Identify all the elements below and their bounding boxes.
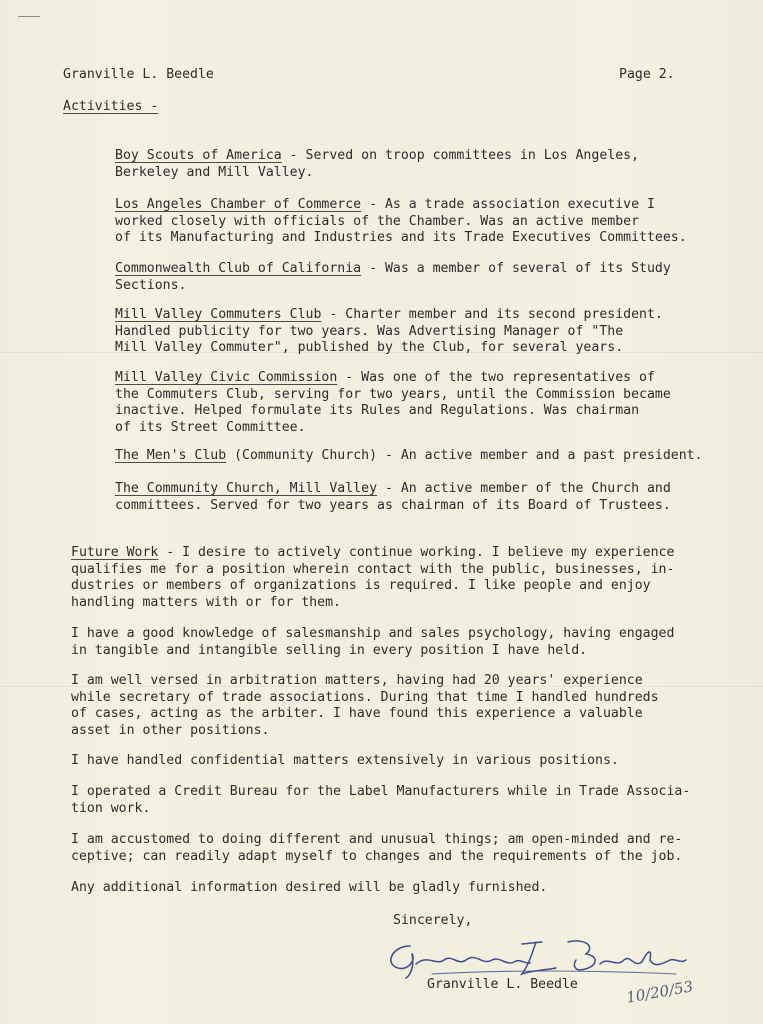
- paragraph-line: I operated a Credit Bureau for the Label Manufacturers while in Trade Associa-: [71, 784, 691, 799]
- paragraph-first-line: [71, 545, 674, 562]
- activity-text: - Was one of the two representatives of: [337, 370, 655, 385]
- paragraph-line: Any additional information desired will be gladly furnished.: [71, 880, 548, 895]
- activity-item: [115, 448, 703, 465]
- paragraph-line: I am accustomed to doing different and unusual things; am open-minded and re-: [71, 832, 683, 847]
- activity-line: Berkeley and Mill Valley.: [115, 164, 314, 180]
- header-name: Granville L. Beedle: [63, 67, 214, 82]
- activity-item: [115, 148, 639, 181]
- body-paragraph: [71, 832, 682, 865]
- closing-salutation: Sincerely,: [393, 913, 473, 928]
- paragraph-line: tion work.: [71, 800, 151, 816]
- activity-line: Sections.: [115, 277, 187, 293]
- activity-item: [115, 481, 671, 514]
- activity-item: [115, 307, 663, 357]
- handwritten-signature: [372, 930, 692, 982]
- activity-org: Commonwealth Club of California: [115, 261, 362, 276]
- activity-line: inactive. Helped formulate its Rules and Regulations. Was chairman: [115, 403, 640, 419]
- activity-first-line: [115, 307, 663, 324]
- body-paragraph: [71, 880, 547, 897]
- body-paragraph: [71, 626, 674, 659]
- activity-text: - Charter member and its second president.: [321, 307, 663, 322]
- paragraph-line: I am well versed in arbitration matters, having had 20 years' experience: [71, 673, 643, 688]
- page-number: Page 2.: [619, 67, 675, 82]
- activity-org: Mill Valley Civic Commission: [115, 370, 338, 385]
- activity-text: (Community Church) - An active member and a past president.: [226, 448, 703, 463]
- activity-org: Los Angeles Chamber of Commerce: [115, 197, 362, 212]
- activity-text: - An active member of the Church and: [377, 481, 671, 496]
- handwritten-date: 10/20/53: [624, 977, 695, 1007]
- body-paragraph: [71, 673, 659, 739]
- activity-line: worked closely with officials of the Chamber. Was an active member: [115, 213, 640, 229]
- activity-line: Handled publicity for two years. Was Advertising Manager of "The: [115, 323, 624, 339]
- body-paragraph: [71, 784, 690, 817]
- paragraph-line: qualifies me for a position wherein contact with the public, businesses, in-: [71, 561, 675, 577]
- activity-first-line: [115, 261, 671, 278]
- activity-line: of its Manufacturing and Industries and its Trade Executives Committees.: [115, 230, 687, 246]
- activity-org: Mill Valley Commuters Club: [115, 307, 322, 322]
- activity-org: The Men's Club: [115, 448, 227, 463]
- activity-text: - Was a member of several of its Study: [361, 261, 671, 276]
- paragraph-line: I have handled confidential matters extensively in various positions.: [71, 753, 619, 768]
- activity-org: The Community Church, Mill Valley: [115, 481, 378, 496]
- activity-text: - As a trade association executive I: [361, 197, 655, 212]
- paragraph-text: - I desire to actively continue working. I believe my experience: [158, 545, 675, 560]
- activity-first-line: [115, 148, 639, 165]
- typed-signature-name: Granville L. Beedle: [427, 977, 578, 992]
- activity-line: Mill Valley Commuter", published by the Club, for several years.: [115, 340, 624, 356]
- corner-mark: [18, 16, 40, 17]
- activities-heading: Activities -: [63, 99, 159, 114]
- paragraph-line: I have a good knowledge of salesmanship and sales psychology, having engaged: [71, 626, 675, 641]
- activity-line: committees. Served for two years as chairman of its Board of Trustees.: [115, 497, 671, 513]
- paragraph-line: in tangible and intangible selling in every position I have held.: [71, 642, 588, 658]
- body-paragraph: [71, 753, 619, 770]
- activity-text: - Served on troop committees in Los Angeles,: [281, 148, 640, 163]
- activity-first-line: [115, 197, 687, 214]
- activity-line: of its Street Committee.: [115, 419, 306, 435]
- future-work-heading: Future Work: [71, 545, 159, 560]
- paragraph-line: asset in other positions.: [71, 722, 270, 738]
- activity-item: [115, 197, 687, 247]
- paragraph-line: handling matters with or for them.: [71, 594, 341, 610]
- activity-item: [115, 370, 671, 436]
- future-work-paragraph: [71, 545, 674, 611]
- paragraph-line: while secretary of trade associations. During that time I handled hundreds: [71, 689, 659, 705]
- activity-line: the Commuters Club, serving for two years, until the Commission became: [115, 386, 671, 402]
- paragraph-line: of cases, acting as the arbiter. I have found this experience a valuable: [71, 706, 643, 722]
- paragraph-line: ceptive; can readily adapt myself to changes and the requirements of the job.: [71, 848, 683, 864]
- activity-org: Boy Scouts of America: [115, 148, 282, 163]
- paragraph-line: dustries or members of organizations is required. I like people and enjoy: [71, 578, 651, 594]
- activity-first-line: [115, 448, 703, 465]
- activity-item: [115, 261, 671, 294]
- activity-first-line: [115, 481, 671, 498]
- activity-first-line: [115, 370, 671, 387]
